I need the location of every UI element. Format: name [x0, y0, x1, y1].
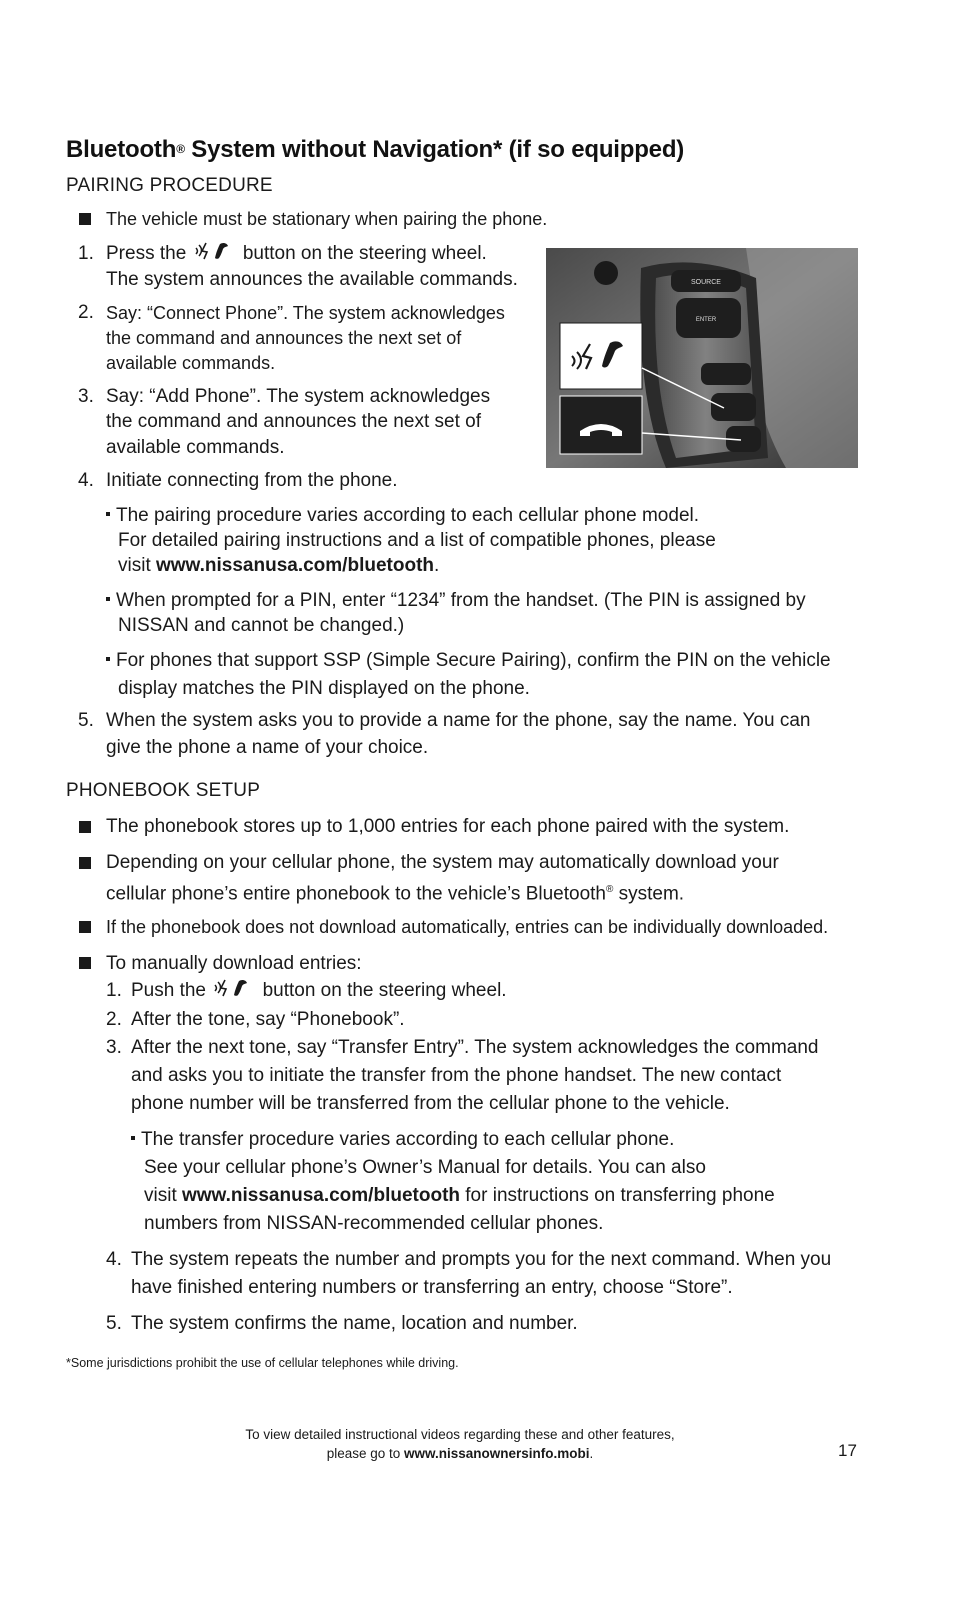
steering-wheel-controls-photo [546, 248, 858, 468]
phonebook-step-5: The system confirms the name, location and number. [131, 1313, 578, 1334]
pairing-step-2-line-3: available commands. [106, 353, 276, 373]
phonebook-step-1: Push the button on the steering wheel. [131, 977, 507, 1005]
phonebook-step-4-line-2: have finished entering numbers or transferring an entry, choose “Store”. [131, 1277, 733, 1298]
sub-bullet-icon [106, 657, 110, 661]
bullet-square-icon [79, 921, 91, 933]
pairing-bullet: The vehicle must be stationary when pairing the phone. [106, 209, 548, 229]
page-footer [150, 1425, 770, 1463]
phonebook-step-3-line-3: phone number will be transferred from the cellular phone to the vehicle. [131, 1093, 730, 1114]
pairing-sub-3-line-2: display matches the PIN displayed on the phone. [118, 678, 530, 699]
step-number: 5. [106, 1313, 122, 1334]
page-number: 17 [838, 1441, 857, 1460]
phonebook-sub-1-line-2: See your cellular phone’s Owner’s Manual for details. You can also [144, 1157, 706, 1178]
enter-button-label: ENTER [695, 317, 717, 323]
pairing-step-4: Initiate connecting from the phone. [106, 470, 398, 491]
pairing-sub-2: When prompted for a PIN, enter “1234” from the handset. (The PIN is assigned by [106, 587, 806, 615]
bullet-square-icon [79, 957, 91, 969]
step-number: 4. [78, 470, 94, 491]
voice-phone-icon [211, 977, 257, 999]
phonebook-setup-heading: PHONEBOOK SETUP [66, 780, 261, 801]
phonebook-bullet-2-line-2: cellular phone’s entire phonebook to the vehicle’s Bluetooth® system. [106, 883, 685, 905]
source-button-label: SOURCE [691, 279, 721, 286]
bullet-square-icon [79, 821, 91, 833]
step-number: 1. [106, 980, 122, 1001]
step-number: 4. [106, 1249, 122, 1270]
pairing-sub-1-line-2: For detailed pairing instructions and a list of compatible phones, please [118, 530, 716, 551]
pairing-step-1: Press the button on the steering wheel. [106, 240, 487, 268]
pairing-step-3: Say: “Add Phone”. The system acknowledges [106, 386, 491, 407]
nissan-bluetooth-link-2[interactable]: www.nissanusa.com/bluetooth [182, 1185, 460, 1206]
phonebook-sub-1-line-3: visit www.nissanusa.com/bluetooth for instructions on transferring phone [144, 1185, 775, 1206]
pairing-step-5-line-2: give the phone a name of your choice. [106, 737, 429, 758]
bullet-square-icon [79, 857, 91, 869]
sub-bullet-icon [131, 1136, 135, 1140]
footnote: *Some jurisdictions prohibit the use of cellular telephones while driving. [66, 1356, 459, 1370]
page-title: Bluetooth® System without Navigation* (if so equipped) [66, 136, 685, 163]
pairing-step-3-line-3: available commands. [106, 437, 285, 458]
phonebook-bullet-2: Depending on your cellular phone, the system may automatically download your [106, 852, 779, 873]
pairing-step-2-line-2: the command and announces the next set of [106, 328, 462, 348]
pairing-sub-2-line-2: NISSAN and cannot be changed.) [118, 615, 405, 636]
phonebook-sub-1-line-4: numbers from NISSAN-recommended cellular phones. [144, 1213, 604, 1234]
sub-bullet-icon [106, 597, 110, 601]
owners-info-link[interactable]: www.nissanownersinfo.mobi [404, 1446, 590, 1461]
phonebook-bullet-1: The phonebook stores up to 1,000 entries for each phone paired with the system. [106, 816, 790, 837]
phonebook-bullet-4: To manually download entries: [106, 953, 362, 974]
footer-line-2: please go to www.nissanownersinfo.mobi. [326, 1446, 594, 1461]
step-number: 2. [106, 1009, 122, 1030]
step-number: 1. [78, 243, 94, 264]
pairing-step-2: Say: “Connect Phone”. The system acknowledges [106, 303, 505, 323]
pairing-sub-1: The pairing procedure varies according to each cellular phone model. [106, 502, 699, 530]
voice-phone-icon [192, 240, 238, 262]
pairing-step-5: When the system asks you to provide a name for the phone, say the name. You can [106, 710, 811, 731]
step-number: 3. [106, 1037, 122, 1058]
phonebook-step-3-line-2: and asks you to initiate the transfer from the phone handset. The new contact [131, 1065, 782, 1086]
nissan-bluetooth-link[interactable]: www.nissanusa.com/bluetooth [156, 555, 434, 576]
pairing-procedure-heading: PAIRING PROCEDURE [66, 175, 273, 196]
sub-bullet-icon [106, 512, 110, 516]
phonebook-sub-1: The transfer procedure varies according to each cellular phone. [131, 1126, 674, 1154]
pairing-sub-3: For phones that support SSP (Simple Secure Pairing), confirm the PIN on the vehicle [106, 647, 831, 675]
footer-line-1: To view detailed instructional videos regarding these and other features, [245, 1427, 675, 1442]
pairing-step-1-line-2: The system announces the available commands. [106, 269, 518, 290]
step-number: 2. [78, 302, 94, 323]
phonebook-step-3: After the next tone, say “Transfer Entry”. The system acknowledges the command [131, 1037, 819, 1058]
phonebook-step-2: After the tone, say “Phonebook”. [131, 1009, 405, 1030]
phonebook-bullet-3: If the phonebook does not download automatically, entries can be individually downloaded. [106, 917, 829, 937]
step-number: 3. [78, 386, 94, 407]
bullet-square-icon [79, 213, 91, 225]
phonebook-step-4: The system repeats the number and prompts you for the next command. When you [131, 1249, 832, 1270]
pairing-sub-1-line-3: visit www.nissanusa.com/bluetooth. [118, 555, 440, 576]
pairing-step-3-line-2: the command and announces the next set of [106, 411, 481, 432]
step-number: 5. [78, 710, 94, 731]
